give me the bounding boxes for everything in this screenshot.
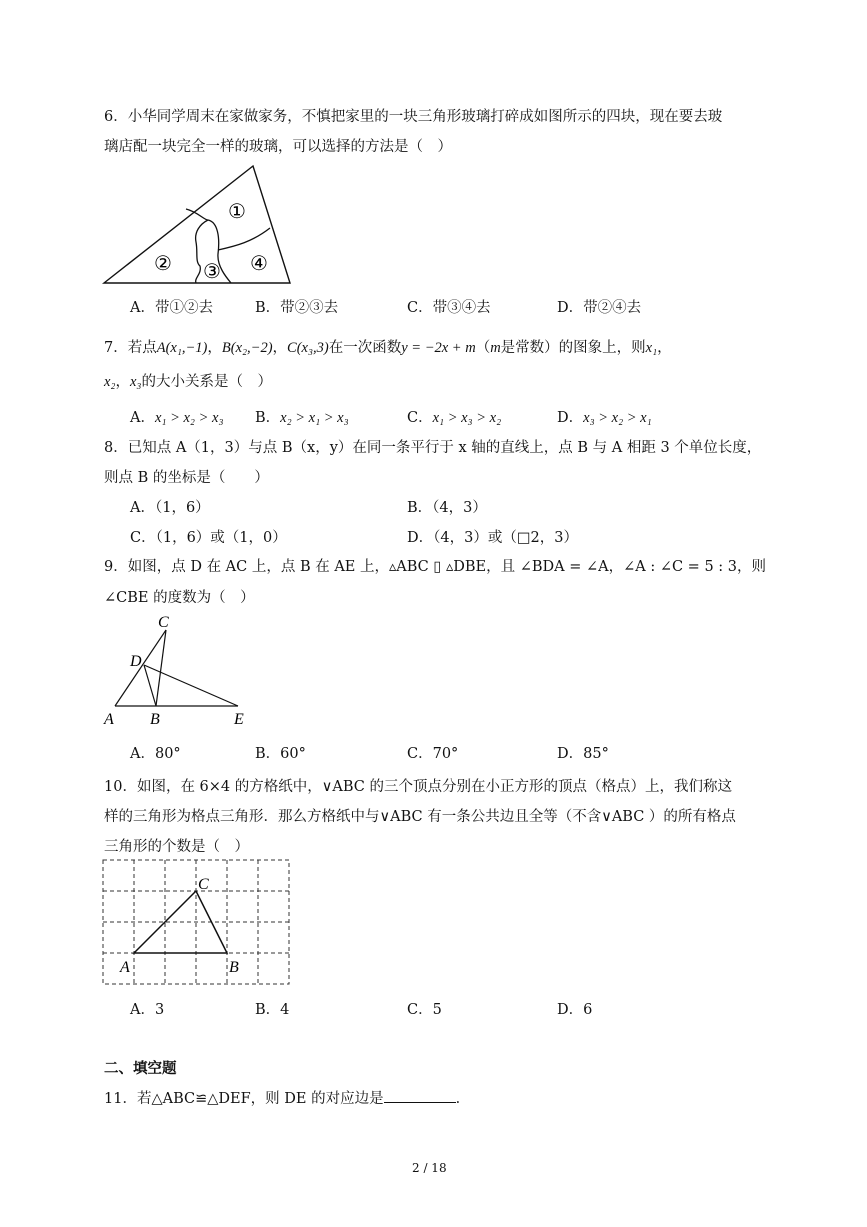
q7-sep1: ， — [207, 340, 222, 356]
q6-option-d[interactable]: D．带②④去 — [557, 300, 642, 316]
q9-option-a[interactable] — [130, 742, 181, 763]
q9-option-b-value: 60° — [280, 746, 306, 762]
page-number: 2 / 18 — [412, 1161, 447, 1175]
q7-option-b[interactable] — [255, 406, 349, 427]
q6-line1: 6．小华同学周末在家做家务，不慎把家里的一块三角形玻璃打碎成如图所示的四块，现在要去玻 — [104, 109, 723, 125]
q7-text-b: 在一次函数 — [328, 340, 402, 356]
q9-label-e: E — [234, 711, 244, 728]
q11-answer-blank[interactable] — [384, 1088, 456, 1103]
q7-option-d-label: D． — [557, 410, 584, 426]
q9-option-b[interactable] — [255, 742, 306, 763]
q9-option-a-value: 80° — [154, 746, 181, 762]
q7-option-a-label: A． — [130, 410, 155, 426]
q7-line1 — [104, 336, 672, 357]
q9-label-d: D — [130, 653, 142, 670]
q10-option-a[interactable]: A．3 — [130, 1002, 165, 1018]
q7-x3: x₃ — [129, 374, 142, 390]
q10-label-c: C — [198, 876, 209, 893]
q7-option-c[interactable] — [407, 406, 501, 427]
q7-option-b-label: B． — [255, 410, 281, 426]
q6-option-b[interactable]: B．带②③去 — [255, 300, 339, 316]
q7-sep2: ， — [272, 340, 288, 356]
q7-option-c-expr: x₁ > x₃ > x₂ — [432, 410, 502, 426]
q10-grid-figure — [98, 855, 298, 990]
q6-option-c[interactable]: C．带③④去 — [407, 300, 491, 316]
q9-triangle-figure — [100, 612, 260, 732]
q10-label-b: B — [229, 959, 239, 976]
q6-label-4: ④ — [250, 251, 268, 275]
q9-label-c: C — [158, 614, 169, 631]
q6-label-3: ③ — [203, 259, 221, 283]
q8-option-a[interactable]: A．（1，6） — [130, 500, 210, 516]
q6-label-2: ② — [154, 251, 172, 275]
q7-text-d: 是常数）的图象上，则 — [500, 340, 646, 356]
q9-option-d-label: D． — [557, 746, 584, 762]
q9-option-b-label: B． — [255, 746, 281, 762]
q8-option-d[interactable]: D．（4，3）或（□2，3） — [407, 530, 578, 546]
q7-line2-rest: 的大小关系是（ ） — [141, 374, 272, 390]
q7-m: m — [490, 340, 501, 356]
q8-option-b[interactable]: B．（4，3） — [407, 500, 487, 516]
q9-label-b: B — [150, 711, 160, 728]
q9-option-d-value: 85° — [583, 746, 609, 762]
q10-option-d[interactable]: D．6 — [557, 1002, 593, 1018]
q10-line3: 三角形的个数是（ ） — [104, 839, 249, 855]
q7-point-a: A(x₁,−1) — [156, 340, 208, 356]
q7-x2: x₂ — [104, 374, 116, 390]
q10-option-b[interactable]: B．4 — [255, 1002, 290, 1018]
q9-label-a: A — [104, 711, 114, 728]
q7-paren: （ — [475, 340, 491, 356]
q8-line1: 8．已知点 A（1，3）与点 B（x，y）在同一条平行于 x 轴的直线上，点 B 与 A 相距 3 个单位长度， — [104, 440, 762, 456]
q7-function: y = −2x + m — [401, 340, 476, 356]
section-heading-fill-in: 二、填空题 — [104, 1061, 177, 1077]
q9-option-c-label: C． — [407, 746, 433, 762]
q7-option-a[interactable] — [130, 406, 223, 427]
q9-line1: 9．如图，点 D 在 AC 上，点 B 在 AE 上，▵ABC ▯ ▵DBE，且 ∠BDA = ∠A，∠A : ∠C = 5 : 3，则 — [104, 559, 766, 575]
q10-option-c[interactable]: C．5 — [407, 1002, 442, 1018]
q7-option-c-label: C． — [407, 410, 433, 426]
q9-line2: ∠CBE 的度数为（ ） — [104, 590, 255, 606]
q11-end: ． — [455, 1091, 471, 1107]
q7-x1: x₁ — [645, 340, 658, 356]
q7-sep3: ， — [115, 374, 130, 390]
q7-intro: 7．若点 — [104, 340, 157, 356]
q9-option-c-value: 70° — [432, 746, 459, 762]
q6-line2: 璃店配一块完全一样的玻璃，可以选择的方法是（ ） — [104, 139, 452, 155]
q7-point-b: B(x₂,−2) — [221, 340, 273, 356]
q8-option-c[interactable]: C．（1，6）或（1，0） — [130, 530, 287, 546]
q9-option-a-label: A． — [130, 746, 155, 762]
q7-option-b-expr: x₂ > x₁ > x₃ — [280, 410, 349, 426]
q9-option-d[interactable] — [557, 742, 609, 763]
q10-label-a: A — [120, 959, 130, 976]
q8-line2: 则点 B 的坐标是（ ） — [104, 470, 269, 486]
q7-point-c: C(x₃,3) — [287, 340, 329, 356]
q10-line1: 10．如图，在 6×4 的方格纸中，∨ABC 的三个顶点分别在小正方形的顶点（格点）上，我们称这 — [104, 779, 732, 795]
q11-line — [104, 1087, 470, 1108]
q10-line2: 样的三角形为格点三角形．那么方格纸中与∨ABC 有一条公共边且全等（不含∨ABC ）的所有格点 — [104, 809, 736, 825]
q6-triangle-figure — [100, 162, 300, 288]
q7-option-d-expr: x₃ > x₂ > x₁ — [583, 410, 652, 426]
q7-option-a-expr: x₁ > x₂ > x₃ — [154, 410, 224, 426]
q6-label-1: ① — [228, 199, 246, 223]
q9-option-c[interactable] — [407, 742, 458, 763]
q7-comma: ， — [657, 340, 672, 356]
q7-line2 — [104, 370, 272, 391]
q7-option-d[interactable] — [557, 406, 652, 427]
q6-option-a[interactable]: A．带①②去 — [130, 300, 213, 316]
q11-text: 11．若△ABC≌△DEF，则 DE 的对应边是 — [104, 1091, 384, 1107]
